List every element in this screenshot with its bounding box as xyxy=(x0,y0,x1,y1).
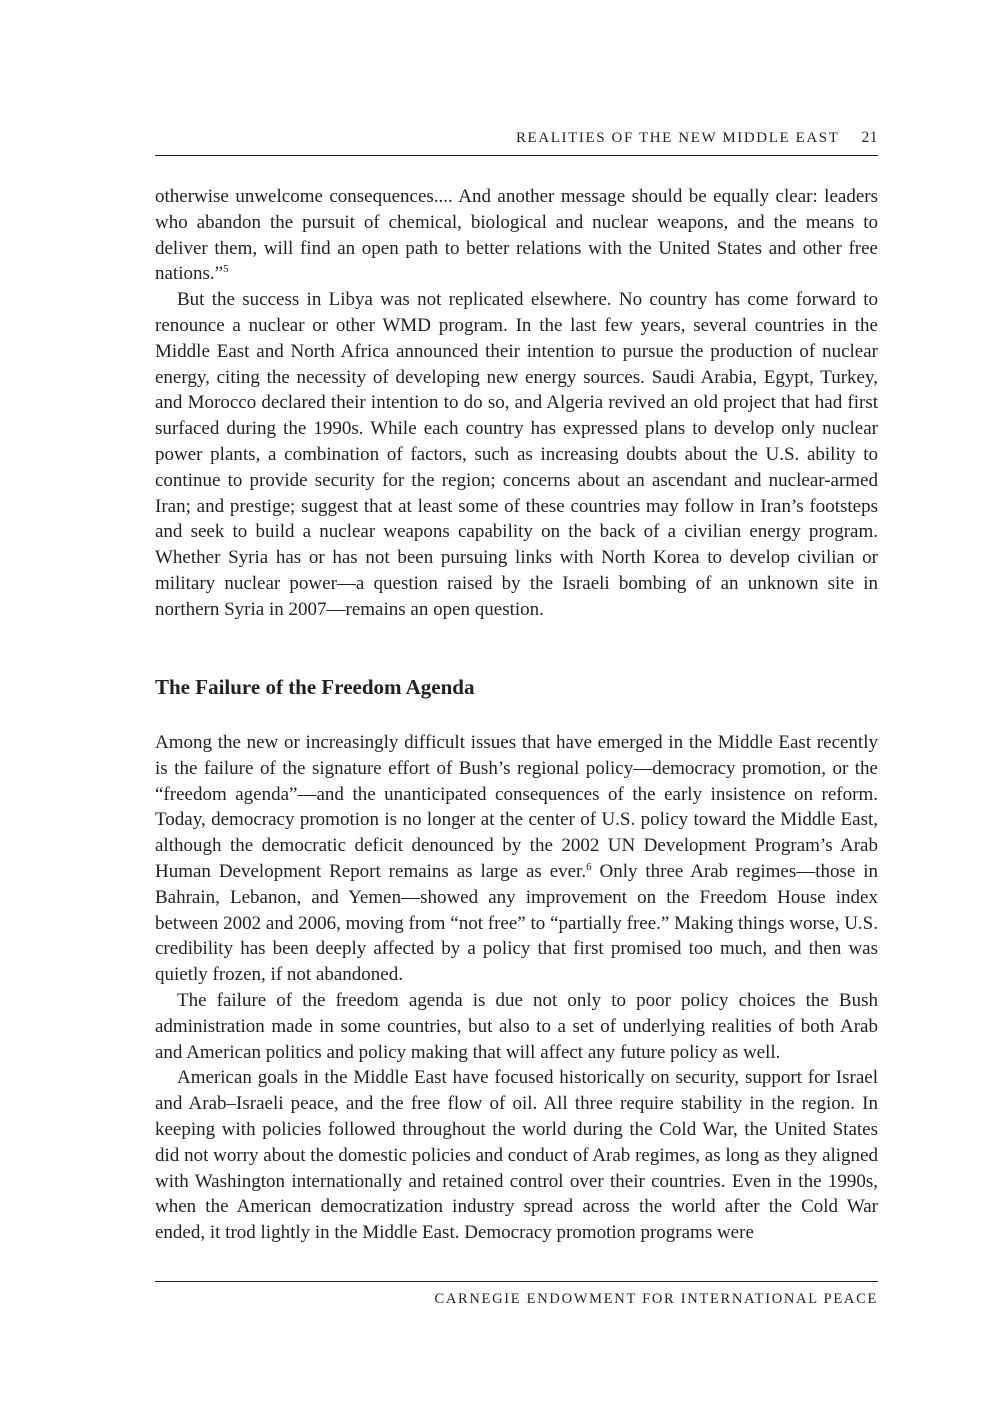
page-footer xyxy=(155,1281,878,1309)
paragraph-text: Only three Arab regimes—those in Bahrain, Lebanon, and Yemen—showed any improvement on the Freedom House index between 2002 and 2006, moving from “not free” to “partially free.” Making things worse, U.S. credibility has been deeply affected by a policy that first promised too much, and then was quietly frozen, if not abandoned. xyxy=(155,860,879,986)
body-text-upper xyxy=(155,184,878,623)
paragraph-american-goals: American goals in the Middle East have focused historically on security, support for Israel and Arab–Israeli peace, and the free flow of oil. All three require stability in the region. In keeping with policies followed throughout the world during the Cold War, the United States did not worry about the domestic policies and conduct of Arab regimes, as long as they aligned with Washington internationally and retained control over their countries. Even in the 1990s, when the American democratization industry spread across the world after the Cold War ended, it trod lightly in the Middle East. Democracy promotion programs were xyxy=(155,1067,878,1244)
footnote-marker: 5 xyxy=(223,263,229,276)
paragraph-freedom-agenda xyxy=(155,730,878,988)
paragraph-libya: But the success in Libya was not replicated elsewhere. No country has come forward to renounce a nuclear or other WMD program. In the last few years, several countries in the Middle East and North Africa announced their intention to pursue the production of nuclear energy, citing the necessity of developing new energy sources. Saudi Arabia, Egypt, Turkey, and Morocco declared their intention to do so, and Algeria revived an old project that had first surfaced during the 1990s. While each country has expressed plans to develop only nuclear power plants, a combination of factors, such as increasing doubts about the U.S. ability to continue to provide security for the region; concerns about an ascendant and nuclear-armed Iran; and prestige; suggest that at least some of these countries may follow in Iran’s footsteps and seek to build a nuclear weapons capability on the back of a civilian energy program. Whether Syria has or has not been pursuing links with North Korea to develop civilian or military nuclear power—a question raised by the Israeli bombing of an unknown site in northern Syria in 2007—remains an open question. xyxy=(155,289,878,620)
publisher-name: CARNEGIE ENDOWMENT FOR INTERNATIONAL PEACE xyxy=(434,1291,878,1307)
running-title: REALITIES OF THE NEW MIDDLE EAST xyxy=(515,130,840,146)
running-header xyxy=(155,128,878,156)
body-text-lower xyxy=(155,730,878,1246)
paragraph-text: otherwise unwelcome consequences.... And another message should be equally clear: leaders who abandon the pursuit of chemical, biological and nuclear weapons, and the means to deliver them, will find an open path to better relations with the United States and other free nations.” xyxy=(155,186,878,285)
paragraph-text: Among the new or increasingly difficult issues that have emerged in the Middle East recently is the failure of the signature effort of Bush’s regional policy—democracy promotion, or the “freedom agenda”—and the unanticipated consequences of the early insistence on reform. Today, democracy promotion is no longer at the center of U.S. policy toward the Middle East, although the democratic deficit denounced by the 2002 UN Development Program’s Arab Human Development Report remains as large as ever. xyxy=(155,732,878,882)
paragraph-policy-choices: The failure of the freedom agenda is due not only to poor policy choices the Bush administration made in some countries, but also to a set of underlying realities of both Arab and American politics and policy making that will affect any future policy as well. xyxy=(155,989,878,1063)
footnote-marker: 6 xyxy=(586,860,592,873)
page-number: 21 xyxy=(861,129,878,146)
section-heading: The Failure of the Freedom Agenda xyxy=(155,675,475,699)
paragraph-quote-continuation xyxy=(155,184,878,287)
